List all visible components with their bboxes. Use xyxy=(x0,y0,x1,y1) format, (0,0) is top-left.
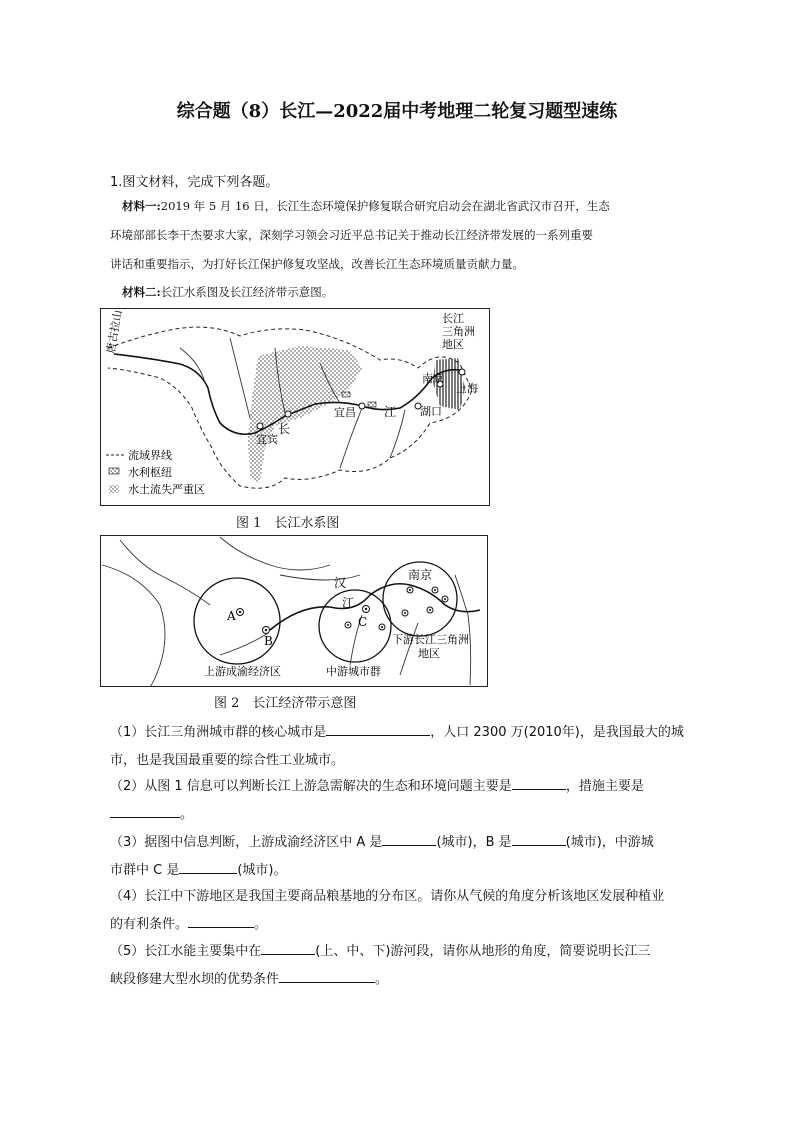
material-2-text: 长江水系图及长江经济带示意图。 xyxy=(160,285,334,299)
lower-region-label-1: 下游长江三角洲 xyxy=(392,633,469,646)
figure-1-map xyxy=(100,308,490,506)
delta-label-3: 地区 xyxy=(442,338,464,351)
material-2-label: 材料二: xyxy=(122,285,161,299)
delta-label-1: 长江 xyxy=(442,312,464,325)
city-marker xyxy=(345,622,351,628)
question-5 xyxy=(110,938,700,994)
q5-text-a: （5）长江水能主要集中在 xyxy=(110,944,262,959)
q3-text-a: （3）据图中信息判断，上游成渝经济区中 A 是 xyxy=(110,835,383,850)
q1-text-b: ，人口 2300 万(2010年)，是我国最大的城 xyxy=(430,725,684,740)
page-title: 综合题（8）长江—2022届中考地理二轮复习题型速练 xyxy=(176,101,618,122)
q2-text-a: （2）从图 1 信息可以判断长江上游急需解决的生态和环境问题主要是 xyxy=(110,779,512,794)
q4-text-c: 。 xyxy=(254,917,268,932)
q1-answer-blank[interactable] xyxy=(326,721,430,736)
material-2 xyxy=(110,278,694,307)
q5-text-c: 峡段修建大型水坝的优势条件 xyxy=(110,972,280,987)
city-shanghai-label: 上海 xyxy=(456,382,478,395)
middle-region-label: 中游城市群 xyxy=(326,665,381,678)
city-marker xyxy=(285,411,291,417)
city-a-marker xyxy=(237,609,244,616)
city-marker xyxy=(427,607,433,613)
q3-answer-blank-c[interactable] xyxy=(179,859,237,874)
city-marker xyxy=(407,587,413,593)
q5-text-b: (上、中、下)游河段，请你从地形的角度，简要说明长江三 xyxy=(315,944,651,959)
legend-boundary-label: 流域界线 xyxy=(128,449,172,462)
question-2 xyxy=(110,773,700,829)
river-label-jiang: 江 xyxy=(384,405,397,419)
mountain-label: 唐古拉山 xyxy=(104,308,125,355)
q2-text-c: 。 xyxy=(180,807,194,822)
city-shanghai-marker xyxy=(459,369,465,375)
question-1 xyxy=(110,719,700,775)
city-c-marker xyxy=(363,606,370,613)
q3-text-d: 市群中 C 是 xyxy=(110,863,180,878)
city-b-label: B xyxy=(264,634,273,648)
city-marker xyxy=(402,610,408,616)
river-label-chang: 长 xyxy=(278,422,291,436)
q3-text-c: (城市)，中游城 xyxy=(565,835,654,850)
legend-erosion-symbol xyxy=(109,485,119,493)
city-yibin-marker xyxy=(257,423,263,429)
q3-answer-blank-b[interactable] xyxy=(512,831,566,846)
q4-text-b: 的有利条件。 xyxy=(110,917,189,932)
q4-text-a: （4）长江中下游地区是我国主要商品粮基地的分布区。请你从气候的角度分析该地区发展种植业 xyxy=(110,889,665,904)
q5-answer-blank-1[interactable] xyxy=(261,940,315,955)
legend-erosion-label: 水土流失严重区 xyxy=(128,483,205,496)
city-yibin-label: 宜宾 xyxy=(256,433,278,446)
city-marker xyxy=(432,587,438,593)
material-1-line-2: 环境部部长李干杰要求大家，深刻学习领会习近平总书记关于推动长江经济带发展的一系列重要 xyxy=(110,228,593,242)
figure-1-caption: 图 1 长江水系图 xyxy=(236,516,340,531)
material-1-line-1: 2019 年 5 月 16 日，长江生态环境保护修复联合研究启动会在湖北省武汉市召开，生态 xyxy=(160,199,610,213)
q2-text-b: ，措施主要是 xyxy=(565,779,644,794)
material-1-label: 材料一: xyxy=(122,199,161,213)
dam-marker xyxy=(342,392,350,397)
q5-text-d: 。 xyxy=(375,972,389,987)
delta-label-2: 三角洲 xyxy=(442,325,475,338)
city-b-marker xyxy=(263,627,270,634)
city-marker xyxy=(442,596,448,602)
city-a-label: A xyxy=(227,609,236,623)
material-1 xyxy=(110,192,694,279)
q5-answer-blank-2[interactable] xyxy=(279,968,375,983)
nanjing-label: 南京 xyxy=(408,568,433,582)
city-yichang-label: 宜昌 xyxy=(334,406,356,419)
figure-2-caption: 图 2 长江经济带示意图 xyxy=(214,696,357,711)
question-intro: 1.图文材料，完成下列各题。 xyxy=(110,175,279,190)
city-marker xyxy=(379,624,385,630)
legend-dam-label: 水利枢纽 xyxy=(128,466,172,479)
city-hukou-label: 湖口 xyxy=(420,405,442,418)
q3-text-e: (城市)。 xyxy=(237,863,287,878)
q3-text-b: (城市)，B 是 xyxy=(436,835,512,850)
q2-answer-blank-1[interactable] xyxy=(512,775,566,790)
question-3 xyxy=(110,829,700,885)
material-1-line-3: 讲话和重要指示，为打好长江保护修复攻坚战，改善长江生态环境质量贡献力量。 xyxy=(110,257,524,271)
han-river-label: 汉 xyxy=(334,576,347,590)
q3-answer-blank-a[interactable] xyxy=(382,831,436,846)
legend-dam-symbol xyxy=(109,468,119,474)
dam-marker xyxy=(368,402,376,407)
lower-region-label-2: 地区 xyxy=(418,647,440,660)
city-c-label: C xyxy=(358,615,368,629)
upper-region-label: 上游成渝经济区 xyxy=(204,665,281,678)
q4-answer-blank[interactable] xyxy=(188,913,254,928)
jiang-label: 江 xyxy=(342,596,355,610)
q1-text-a: （1）长江三角洲城市群的核心城市是 xyxy=(110,725,327,740)
q2-answer-blank-2[interactable] xyxy=(110,803,180,818)
question-4 xyxy=(110,883,700,939)
figure-2-map xyxy=(100,535,488,687)
city-nanjing-label: 南京 xyxy=(422,372,444,385)
q1-text-c: 市，也是我国最重要的综合性工业城市。 xyxy=(110,753,345,768)
city-yichang-marker xyxy=(359,403,365,409)
